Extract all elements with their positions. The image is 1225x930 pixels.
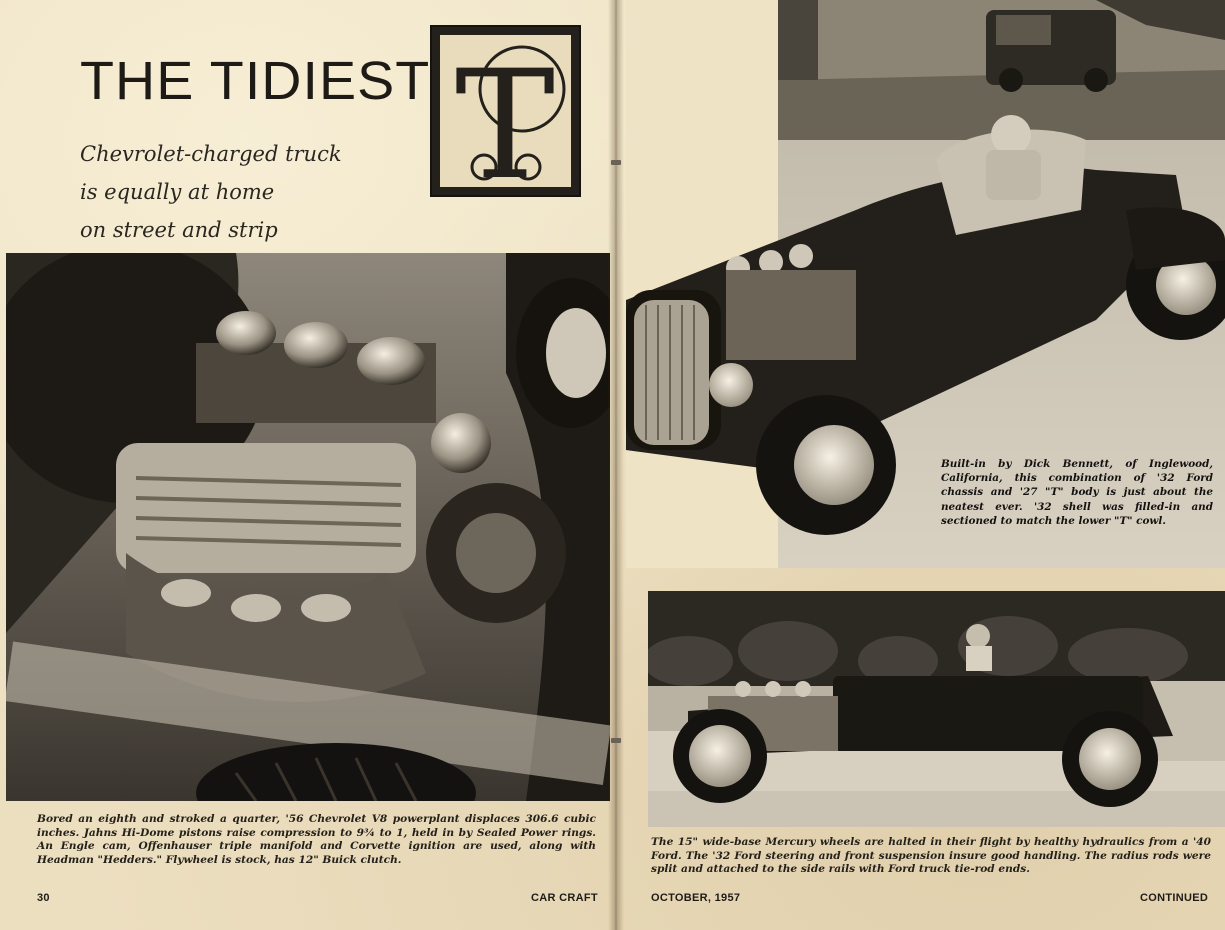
article-title: THE TIDIEST	[80, 51, 431, 111]
continued-label: CONTINUED	[1140, 892, 1209, 904]
subtitle-line: is equally at home	[80, 180, 275, 204]
side-profile-photo	[648, 591, 1225, 827]
magazine-name: CAR CRAFT	[531, 892, 598, 904]
page-number: 30	[37, 892, 50, 904]
logo-letter: T	[454, 39, 556, 195]
subtitle-line: on street and strip	[80, 218, 278, 242]
roadster-caption: Built-in by Dick Bennett, of Inglewood, California, this combination of '32 Ford chassis and '27 "T" body is just about the neatest ever. '32 shell was filled-in and sectioned to match the lower "T" cowl.	[941, 458, 1213, 527]
issue-date: OCTOBER, 1957	[651, 892, 741, 904]
subtitle-line: Chevrolet-charged truck	[80, 142, 342, 166]
engine-photo	[6, 253, 610, 801]
t-logo	[430, 25, 581, 197]
article-subtitle	[80, 135, 400, 249]
side-profile-caption: The 15" wide-base Mercury wheels are halted in their flight by healthy hydraulics from a '40 Ford. The '32 Ford steering and front suspension insure good handling. The radius rods were split and attached to the side rails with Ford truck tie-rod ends.	[651, 836, 1211, 876]
engine-caption: Bored an eighth and stroked a quarter, '56 Chevrolet V8 powerplant displaces 306.6 cubic inches. Jahns Hi-Dome pistons raise compression to 9¾ to 1, held in by Sealed Power rings. An Engle cam, Offenhauser triple manifold and Corvette ignition are used, along with Headman "Hedders." Flywheel is stock, has 12" Buick clutch.	[37, 813, 596, 866]
